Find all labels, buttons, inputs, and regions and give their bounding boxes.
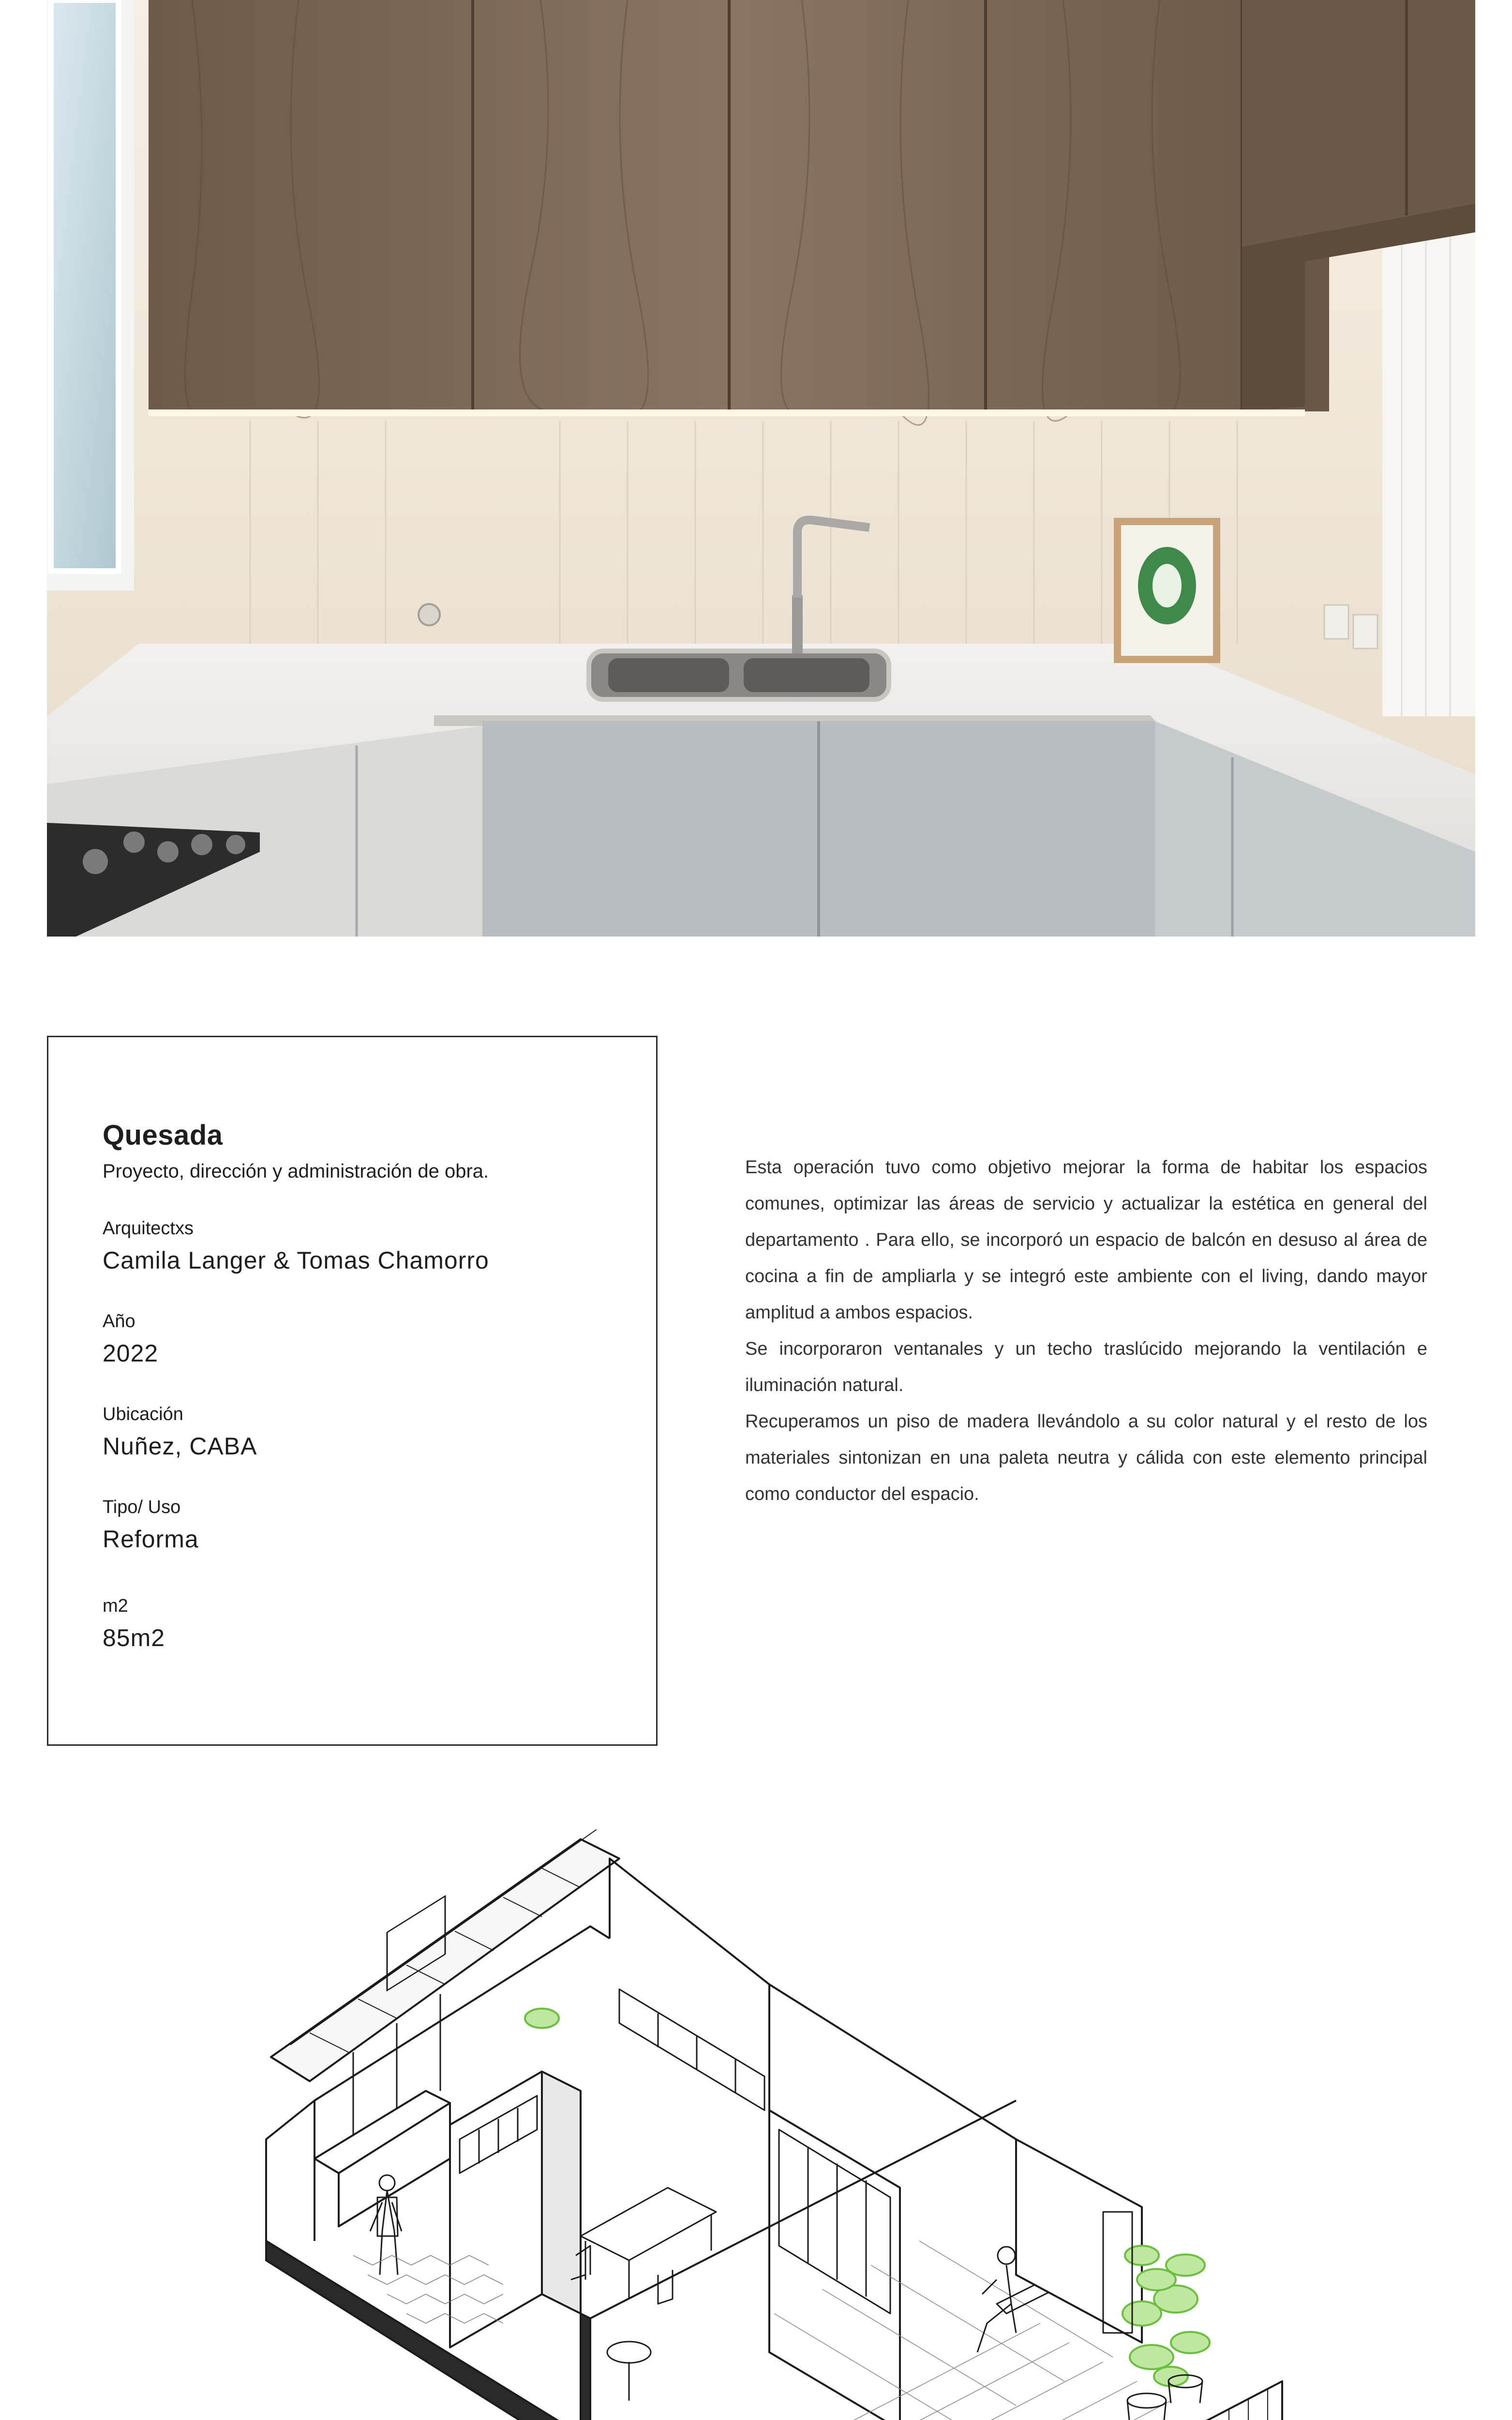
description-paragraph: Recuperamos un piso de madera llevándolo a su color natural y el resto de los materiales sintonizan en una paleta neutra y cálida con este elemento principal como conductor del espacio.: [745, 1411, 1427, 1504]
project-subtitle: Proyecto, dirección y administración de obra.: [103, 1161, 489, 1182]
field-value-architects: Camila Langer & Tomas Chamorro: [103, 1247, 489, 1274]
axonometric-drawing: [242, 1830, 1306, 2420]
field-value-area: 85m2: [103, 1624, 165, 1651]
field-value-year: 2022: [103, 1340, 159, 1367]
field-label-area: m2: [103, 1596, 128, 1616]
field-label-location: Ubicación: [103, 1404, 183, 1424]
field-label-architects: Arquitectxs: [103, 1218, 194, 1239]
description-paragraph: Se incorporaron ventanales y un techo traslúcido mejorando la ventilación e iluminación natural.: [745, 1339, 1427, 1395]
project-description: [745, 1150, 1427, 1512]
field-label-type: Tipo/ Uso: [103, 1497, 181, 1517]
hero-kitchen-photo: [47, 0, 1475, 937]
field-label-year: Año: [103, 1311, 135, 1331]
description-paragraph: Esta operación tuvo como objetivo mejorar la forma de habitar los espacios comunes, optimizar las áreas de servicio y actualizar la estética en general del departamento . Para ello, se incorporó un espacio de balcón en desuso al área de cocina a fin de ampliarla y se integró este ambiente con el living, dando mayor amplitud a ambos espacios.: [745, 1157, 1427, 1323]
field-value-location: Nuñez, CABA: [103, 1433, 257, 1460]
project-title: Quesada: [103, 1119, 223, 1151]
field-value-type: Reforma: [103, 1526, 199, 1553]
project-info-card: [47, 1036, 658, 1746]
